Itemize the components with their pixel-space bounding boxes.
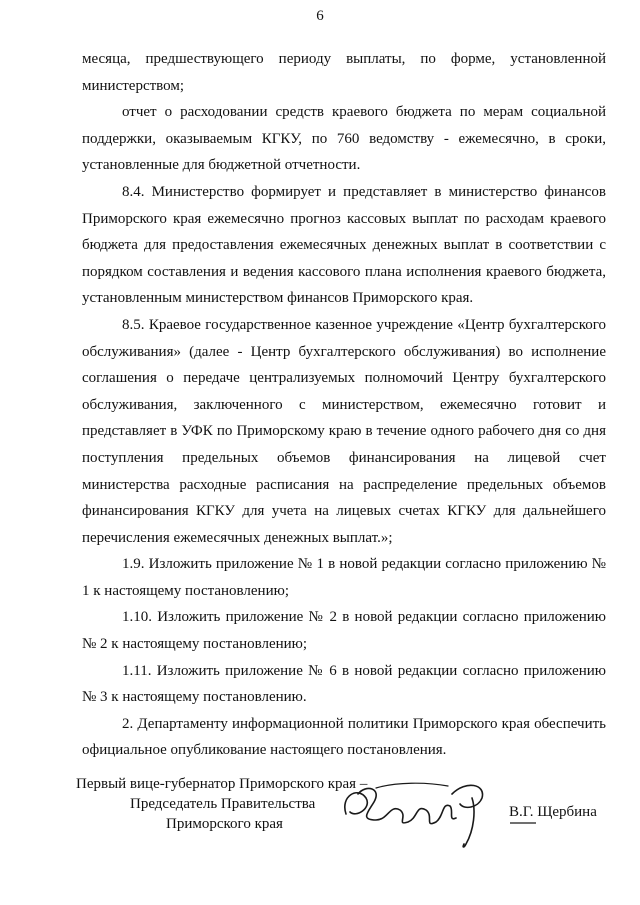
document-body — [82, 46, 606, 764]
page-number: 6 — [316, 8, 324, 24]
paragraph: 8.5. Краевое государственное казенное учреждение «Центр бухгалтерского обслуживания» (далее - Центр бухгалтерского обслуживания) во исполнение соглашения о передаче централизуемых полномочий Центру бухгалтерского обслуживания, заключенного с министерством, ежемесячно готовит и представляет в УФК по Приморскому краю в течение одного рабочего дня со дня поступления предельных объемов финансирования на лицевой счет министерства расходные расписания на распределение предельных объемов финансирования КГКУ для учета на лицевых счетах КГКУ для дальнейшего перечисления ежемесячных денежных выплат.»; — [82, 316, 606, 546]
paragraph: 8.4. Министерство формирует и представляет в министерство финансов Приморского края ежемесячно прогноз кассовых выплат по расходам краевого бюджета для предоставления ежемесячных денежных выплат в соответствии с порядком составления и ведения кассового плана исполнения краевого бюджета, установленным министерством финансов Приморского края. — [82, 183, 606, 307]
paragraph: месяца, предшествующего периоду выплаты, по форме, установленной министерством; — [82, 51, 606, 94]
paragraph: 2. Департаменту информационной политики Приморского края обеспечить официальное опубликование настоящего постановления. — [82, 715, 606, 759]
signatory-name: В.Г. Щербина — [509, 804, 597, 820]
paragraph: 1.11. Изложить приложение № 6 в новой редакции согласно приложению № 3 к настоящему постановлению. — [82, 662, 606, 706]
signatory-title-line2: Председатель Правительства — [130, 796, 316, 812]
handwritten-signature — [336, 774, 506, 854]
paragraph: 1.9. Изложить приложение № 1 в новой редакции согласно приложению № 1 к настоящему постановлению; — [82, 556, 606, 599]
signatory-title-line1: Первый вице-губернатор Приморского края – — [76, 776, 368, 792]
paragraph: 1.10. Изложить приложение № 2 в новой редакции согласно приложению № 2 к настоящему постановлению; — [82, 609, 606, 653]
paragraph: отчет о расходовании средств краевого бюджета по мерам социальной поддержки, оказываемым КГКУ, по 760 ведомству - ежемесячно, в сроки, установленные для бюджетной отчетности. — [82, 104, 606, 174]
signatory-title-line3: Приморского края — [166, 816, 283, 832]
signature-block — [0, 774, 640, 874]
name-underline-mark — [510, 822, 536, 824]
